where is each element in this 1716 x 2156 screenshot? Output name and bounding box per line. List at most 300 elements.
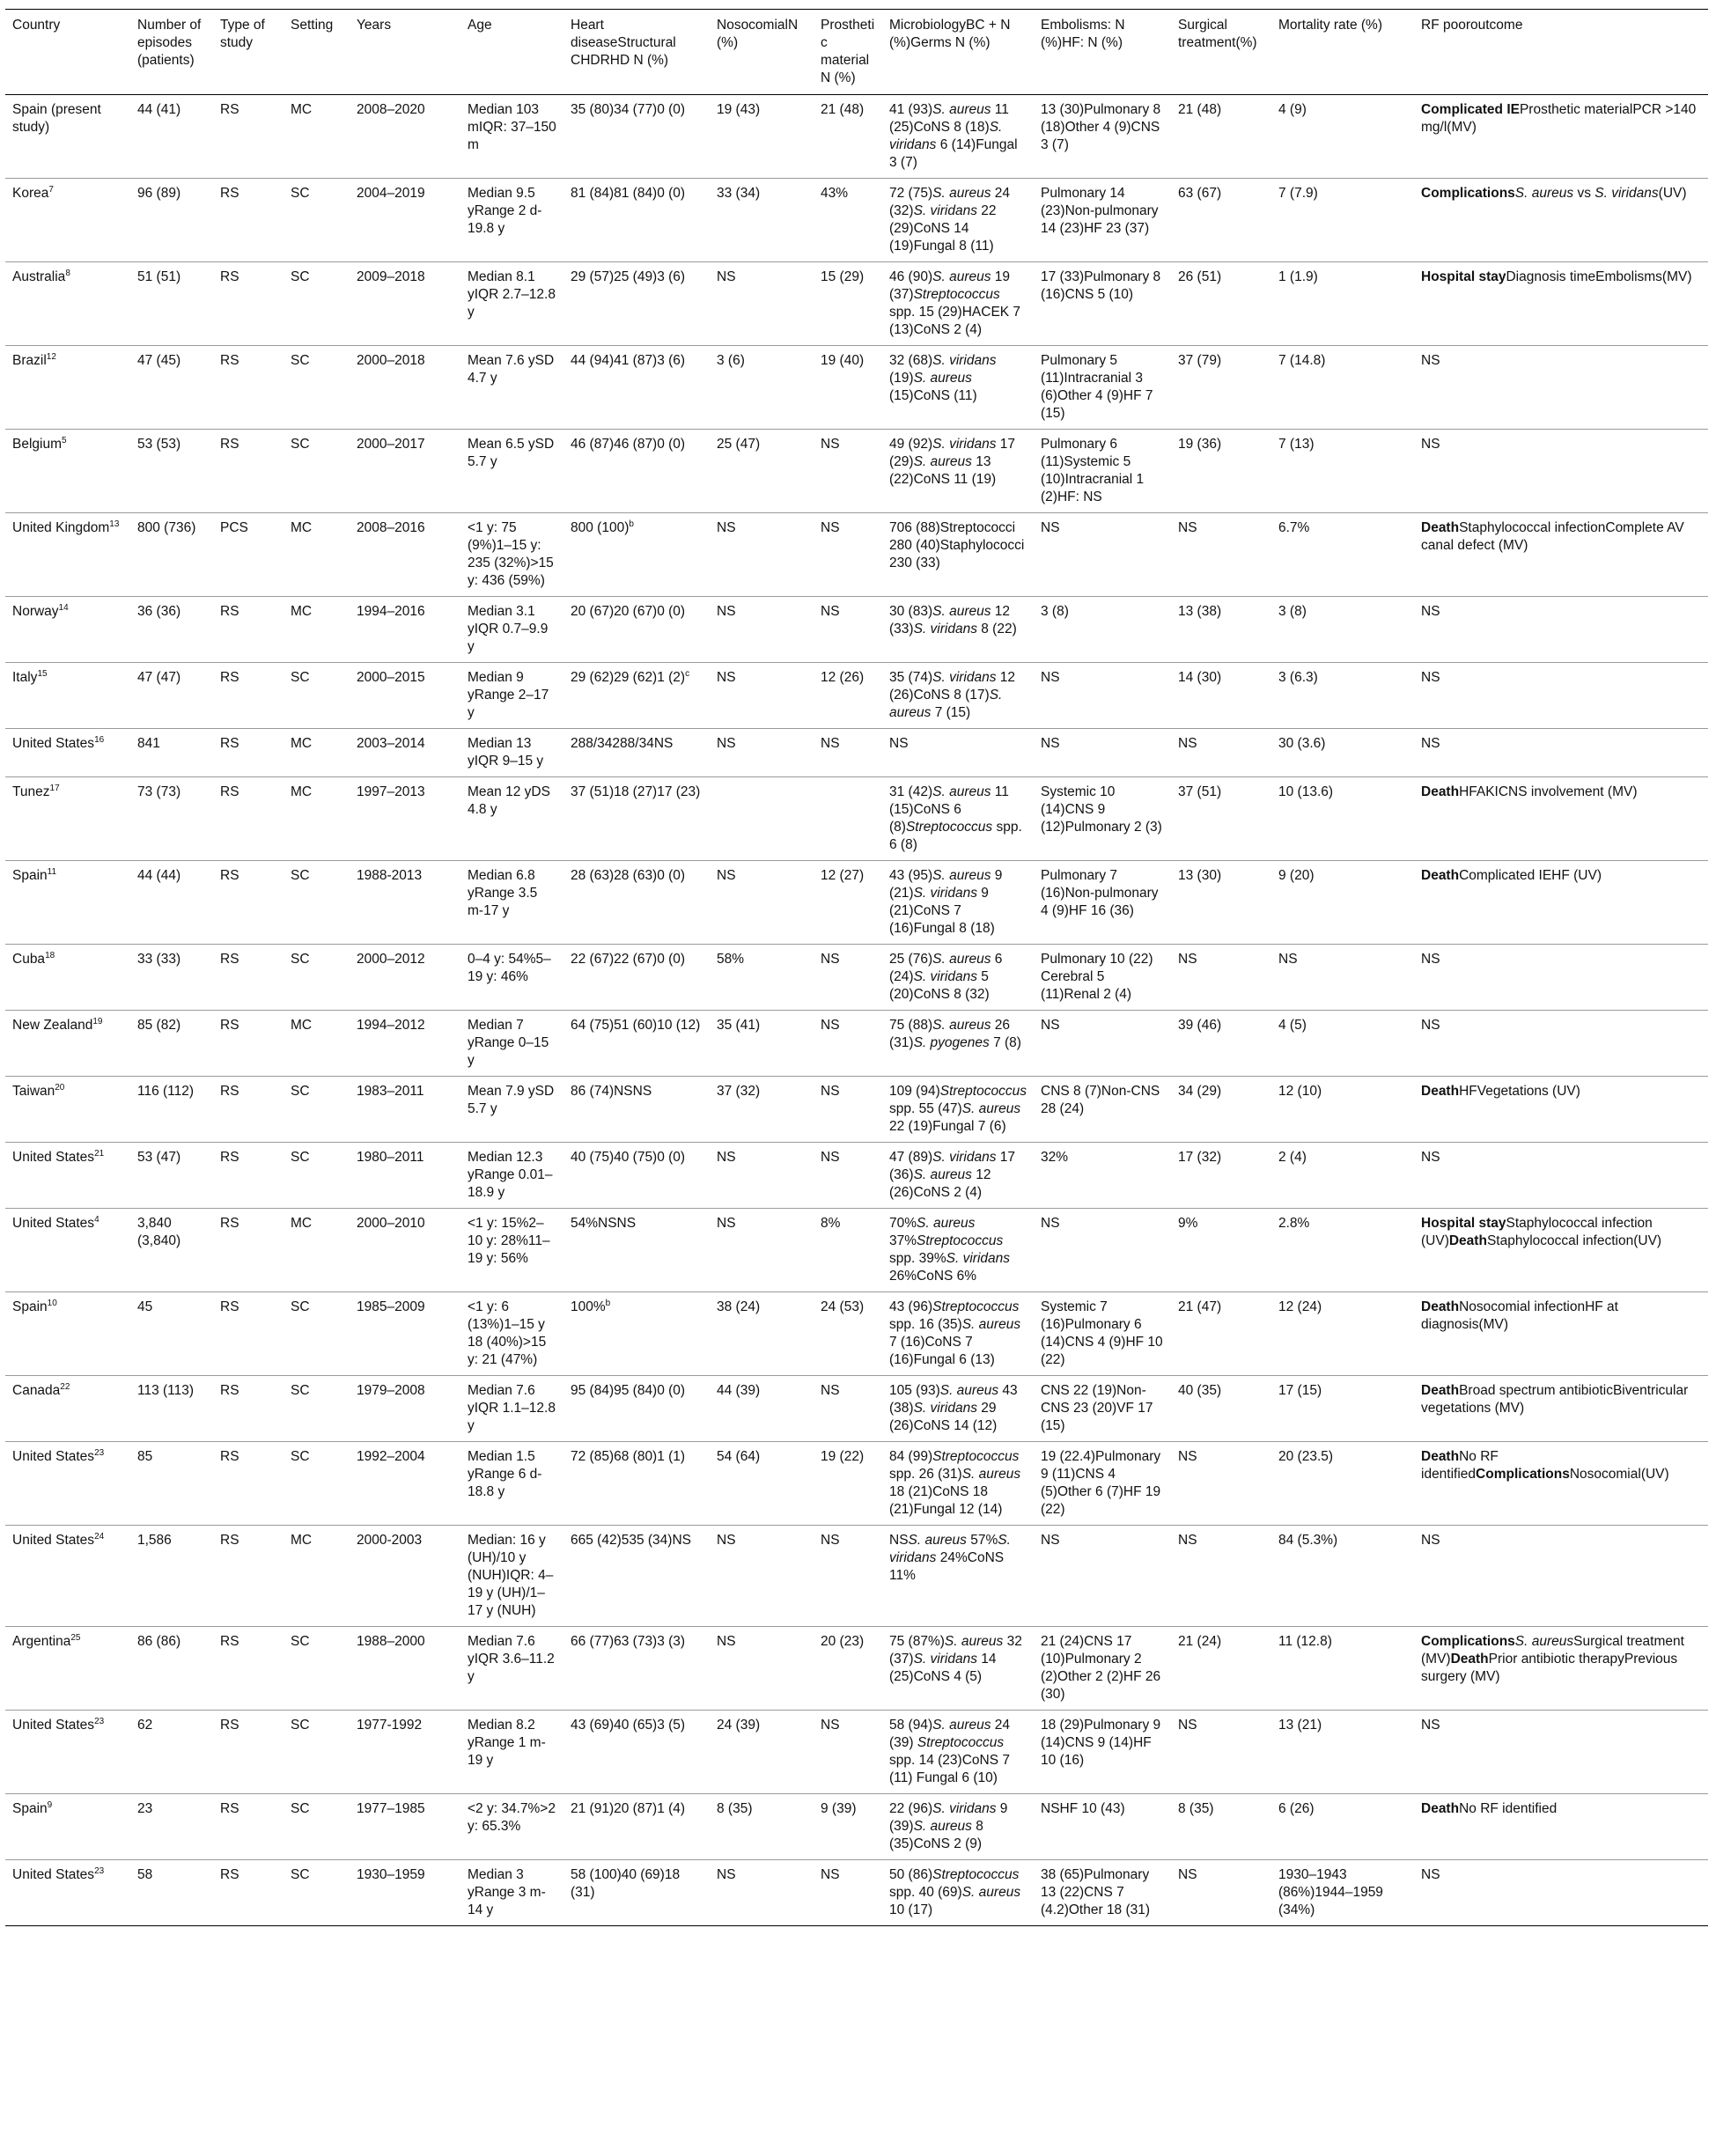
cell-age: Median 9.5 yRange 2 d-19.8 y — [468, 186, 542, 236]
cell-embolisms-hf: CNS 22 (19)Non-CNS 23 (20)VF 17 (15) — [1041, 1383, 1153, 1433]
cell-mortality-rate: 1930–1943 (86%)1944–1959 (34%) — [1278, 1867, 1383, 1917]
cell-episodes: 113 (113) — [137, 1383, 195, 1398]
cell-mortality-rate: 9 (20) — [1278, 868, 1315, 883]
cell-years: 1980–2011 — [357, 1150, 424, 1165]
cell-setting: MC — [291, 604, 313, 619]
cell-mortality-rate: 7 (14.8) — [1278, 353, 1326, 368]
cell-episodes: 51 (51) — [137, 269, 181, 284]
cell-heart-disease: 58 (100)40 (69)18 (31) — [571, 1867, 681, 1900]
column-header-nosocomial: NosocomialN (%) — [717, 18, 799, 50]
cell-age: Mean 7.9 ySD 5.7 y — [468, 1084, 555, 1116]
cell-country: United States$^4$ — [12, 1214, 99, 1231]
cell-surgical-treatment: NS — [1178, 736, 1197, 751]
cell-episodes: 1,586 — [137, 1533, 172, 1548]
cell-heart-disease: 43 (69)40 (65)3 (5) — [571, 1718, 686, 1733]
cell-microbiology: 35 (74)S. viridans 12 (26)CoNS 8 (17)S. aureus 7 (15) — [889, 670, 1016, 720]
cell-heart-disease: 44 (94)41 (87)3 (6) — [571, 353, 686, 368]
cell-study-type: RS — [220, 1216, 239, 1231]
cell-rf-poor-outcome: NS — [1421, 1533, 1440, 1548]
cell-country: Norway$^{14}$ — [12, 602, 69, 619]
table-row — [5, 1526, 1708, 1627]
cell-rf-poor-outcome: DeathNosocomial infectionHF at diagnosis(MV) — [1421, 1299, 1618, 1332]
cell-embolisms-hf: 18 (29)Pulmonary 9 (14)CNS 9 (14)HF 10 (16) — [1041, 1718, 1161, 1768]
cell-study-type: RS — [220, 1533, 239, 1548]
cell-age: Median 6.8 yRange 3.5 m-17 y — [468, 868, 538, 918]
cell-years: 2004–2019 — [357, 186, 425, 201]
table-row — [5, 729, 1708, 777]
cell-episodes: 44 (44) — [137, 868, 181, 883]
cell-episodes: 86 (86) — [137, 1634, 181, 1649]
cell-setting: SC — [291, 1634, 310, 1649]
cell-setting: SC — [291, 1150, 310, 1165]
cell-country: United States$^{16}$ — [12, 734, 105, 751]
cell-heart-disease: 86 (74)NSNS — [571, 1084, 652, 1099]
cell-surgical-treatment: 21 (47) — [1178, 1299, 1222, 1314]
cell-study-type: RS — [220, 1299, 239, 1314]
cell-prosthetic-material: 8% — [821, 1216, 841, 1231]
cell-episodes: 96 (89) — [137, 186, 181, 201]
cell-microbiology: 43 (95)S. aureus 9 (21)S. viridans 9 (21)CoNS 7 (16)Fungal 8 (18) — [889, 868, 1003, 936]
cell-rf-poor-outcome: DeathNo RF identified — [1421, 1801, 1558, 1816]
cell-surgical-treatment: 37 (51) — [1178, 784, 1222, 799]
cell-country: Canada$^{22}$ — [12, 1381, 70, 1398]
table-row — [5, 1442, 1708, 1526]
cell-mortality-rate: 30 (3.6) — [1278, 736, 1326, 751]
cell-age: Median 8.2 yRange 1 m-19 y — [468, 1718, 546, 1768]
cell-heart-disease: 665 (42)535 (34)NS — [571, 1533, 691, 1548]
table-row — [5, 430, 1708, 513]
cell-study-type: RS — [220, 604, 239, 619]
cell-rf-poor-outcome: DeathHFAKICNS involvement (MV) — [1421, 784, 1638, 799]
cell-country: Spain (present study) — [12, 102, 101, 135]
cell-heart-disease: 46 (87)46 (87)0 (0) — [571, 437, 686, 452]
cell-surgical-treatment: NS — [1178, 1533, 1197, 1548]
cell-microbiology: 75 (87%)S. aureus 32 (37)S. viridans 14 (25)CoNS 4 (5) — [889, 1634, 1022, 1684]
cell-microbiology: 22 (96)S. viridans 9 (39)S. aureus 8 (35)CoNS 2 (9) — [889, 1801, 1008, 1851]
table-row — [5, 1292, 1708, 1376]
table-row — [5, 1077, 1708, 1143]
cell-heart-disease: 81 (84)81 (84)0 (0) — [571, 186, 686, 201]
cell-study-type: RS — [220, 1718, 239, 1733]
cell-embolisms-hf: NS — [1041, 670, 1060, 685]
header-row — [5, 10, 1708, 95]
cell-study-type: RS — [220, 952, 239, 967]
cell-study-type: RS — [220, 1084, 239, 1099]
cell-years: 2008–2016 — [357, 520, 425, 535]
cell-nosocomial: 35 (41) — [717, 1018, 761, 1033]
table-row — [5, 1376, 1708, 1442]
cell-years: 1930–1959 — [357, 1867, 425, 1882]
cell-prosthetic-material: NS — [821, 952, 840, 967]
cell-mortality-rate: 1 (1.9) — [1278, 269, 1318, 284]
cell-heart-disease: 72 (85)68 (80)1 (1) — [571, 1449, 686, 1464]
cell-rf-poor-outcome: NS — [1421, 353, 1440, 368]
cell-episodes: 116 (112) — [137, 1084, 195, 1099]
column-header-prosthetic-material: Prosthetic materialN (%) — [821, 18, 875, 85]
cell-country: Spain$^{11}$ — [12, 866, 57, 883]
cell-setting: SC — [291, 437, 310, 452]
table-row — [5, 1143, 1708, 1209]
cell-embolisms-hf: Pulmonary 10 (22) Cerebral 5 (11)Renal 2 (4) — [1041, 952, 1153, 1002]
cell-age: Median 13 yIQR 9–15 y — [468, 736, 544, 769]
cell-study-type: RS — [220, 1150, 239, 1165]
cell-surgical-treatment: 19 (36) — [1178, 437, 1222, 452]
cell-age: Mean 7.6 ySD 4.7 y — [468, 353, 555, 386]
cell-heart-disease: 35 (80)34 (77)0 (0) — [571, 102, 686, 117]
cell-nosocomial: NS — [717, 736, 736, 751]
cell-microbiology: 50 (86)Streptococcus spp. 40 (69)S. aureus 10 (17) — [889, 1867, 1021, 1917]
cell-years: 1997–2013 — [357, 784, 425, 799]
cell-nosocomial: 33 (34) — [717, 186, 761, 201]
cell-study-type: RS — [220, 1867, 239, 1882]
cell-nosocomial: 58% — [717, 952, 745, 967]
cell-mortality-rate: 20 (23.5) — [1278, 1449, 1334, 1464]
cell-years: 2008–2020 — [357, 102, 425, 117]
cell-rf-poor-outcome: DeathNo RF identifiedComplicationsNosocomial(UV) — [1421, 1449, 1669, 1482]
cell-heart-disease: 64 (75)51 (60)10 (12) — [571, 1018, 701, 1033]
cell-rf-poor-outcome: DeathComplicated IEHF (UV) — [1421, 868, 1602, 883]
cell-country: Spain$^9$ — [12, 1799, 53, 1816]
cell-study-type: RS — [220, 269, 239, 284]
cell-prosthetic-material: NS — [821, 1150, 840, 1165]
cell-nosocomial: NS — [717, 1216, 736, 1231]
cell-country: United States$^{23}$ — [12, 1865, 105, 1882]
cell-setting: SC — [291, 1867, 310, 1882]
cell-embolisms-hf: CNS 8 (7)Non-CNS 28 (24) — [1041, 1084, 1160, 1116]
cell-rf-poor-outcome: Complicated IEProsthetic materialPCR >140 mg/l(MV) — [1421, 102, 1697, 135]
cell-nosocomial: NS — [717, 1867, 736, 1882]
cell-years: 2000–2018 — [357, 353, 425, 368]
cell-episodes: 53 (53) — [137, 437, 181, 452]
cell-study-type: RS — [220, 1449, 239, 1464]
cell-surgical-treatment: 37 (79) — [1178, 353, 1222, 368]
cell-nosocomial: 37 (32) — [717, 1084, 761, 1099]
cell-microbiology: 46 (90)S. aureus 19 (37)Streptococcus spp. 15 (29)HACEK 7 (13)CoNS 2 (4) — [889, 269, 1021, 337]
cell-microbiology: 706 (88)Streptococci 280 (40)Staphylococci 230 (33) — [889, 520, 1025, 570]
cell-mortality-rate: 12 (24) — [1278, 1299, 1322, 1314]
cell-mortality-rate: 4 (9) — [1278, 102, 1307, 117]
cell-surgical-treatment: 14 (30) — [1178, 670, 1222, 685]
cell-rf-poor-outcome: DeathHFVegetations (UV) — [1421, 1084, 1580, 1099]
cell-embolisms-hf: NS — [1041, 1216, 1060, 1231]
cell-study-type: RS — [220, 1383, 239, 1398]
cell-country: Korea$^7$ — [12, 184, 54, 201]
cell-mortality-rate: 84 (5.3%) — [1278, 1533, 1338, 1548]
cell-embolisms-hf: NS — [1041, 520, 1060, 535]
data-table — [5, 9, 1708, 1926]
cell-surgical-treatment: NS — [1178, 952, 1197, 967]
cell-microbiology: 105 (93)S. aureus 43 (38)S. viridans 29 (26)CoNS 14 (12) — [889, 1383, 1018, 1433]
cell-nosocomial: 54 (64) — [717, 1449, 761, 1464]
cell-heart-disease: 28 (63)28 (63)0 (0) — [571, 868, 686, 883]
cell-age: <1 y: 6 (13%)1–15 y 18 (40%)>15 y: 21 (47%) — [468, 1299, 547, 1367]
cell-prosthetic-material: 15 (29) — [821, 269, 865, 284]
table-row — [5, 95, 1708, 179]
cell-mortality-rate: 2 (4) — [1278, 1150, 1307, 1165]
cell-years: 2000-2003 — [357, 1533, 423, 1548]
cell-microbiology: NS — [889, 736, 909, 751]
column-header-surgical-treatment: Surgical treatment(%) — [1178, 18, 1257, 50]
table-row — [5, 346, 1708, 430]
cell-nosocomial: 19 (43) — [717, 102, 761, 117]
cell-embolisms-hf: Systemic 7 (16)Pulmonary 6 (14)CNS 4 (9)HF 10 (22) — [1041, 1299, 1163, 1367]
column-header-study-type: Type of study — [220, 18, 265, 50]
cell-rf-poor-outcome: Hospital stayStaphylococcal infection (UV)DeathStaphylococcal infection(UV) — [1421, 1216, 1662, 1248]
cell-prosthetic-material: NS — [821, 736, 840, 751]
cell-embolisms-hf: Pulmonary 5 (11)Intracranial 3 (6)Other 4 (9)HF 7 (15) — [1041, 353, 1153, 421]
cell-age: Median: 16 y (UH)/10 y (NUH)IQR: 4–19 y (UH)/1–17 y (NUH) — [468, 1533, 554, 1618]
cell-microbiology: 84 (99)Streptococcus spp. 26 (31)S. aureus 18 (21)CoNS 18 (21)Fungal 12 (14) — [889, 1449, 1021, 1517]
cell-setting: SC — [291, 868, 310, 883]
cell-setting: SC — [291, 1084, 310, 1099]
cell-years: 1977-1992 — [357, 1718, 423, 1733]
cell-rf-poor-outcome: NS — [1421, 670, 1440, 685]
cell-mortality-rate: 13 (21) — [1278, 1718, 1322, 1733]
cell-country: Argentina$^{25}$ — [12, 1632, 81, 1649]
cell-setting: MC — [291, 1533, 313, 1548]
column-header-years: Years — [357, 18, 392, 33]
cell-microbiology: 58 (94)S. aureus 24 (39) Streptococcus spp. 14 (23)CoNS 7 (11) Fungal 6 (10) — [889, 1718, 1011, 1785]
table-row — [5, 1209, 1708, 1292]
cell-country: Australia$^8$ — [12, 268, 70, 284]
cell-years: 1988–2000 — [357, 1634, 425, 1649]
cell-microbiology: 72 (75)S. aureus 24 (32)S. viridans 22 (29)CoNS 14 (19)Fungal 8 (11) — [889, 186, 1011, 254]
column-header-microbiology: MicrobiologyBC + N (%)Germs N (%) — [889, 18, 1011, 50]
cell-rf-poor-outcome: NS — [1421, 437, 1440, 452]
cell-mortality-rate: 7 (7.9) — [1278, 186, 1318, 201]
cell-setting: MC — [291, 1216, 313, 1231]
cell-age: Median 3.1 yIQR 0.7–9.9 y — [468, 604, 549, 654]
cell-heart-disease: 29 (62)29 (62)1 $(2)^c$ — [571, 668, 690, 685]
cell-microbiology: 70%S. aureus 37%Streptococcus spp. 39%S. viridans 26%CoNS 6% — [889, 1216, 1011, 1284]
cell-age: Median 103 mIQR: 37–150 m — [468, 102, 556, 152]
cell-episodes: 33 (33) — [137, 952, 181, 967]
cell-setting: SC — [291, 1383, 310, 1398]
cell-episodes: 36 (36) — [137, 604, 181, 619]
cell-country: Cuba$^{18}$ — [12, 950, 55, 967]
cell-years: 1977–1985 — [357, 1801, 425, 1816]
table-row — [5, 1860, 1708, 1926]
cell-heart-disease: 95 (84)95 (84)0 (0) — [571, 1383, 686, 1398]
cell-rf-poor-outcome: DeathBroad spectrum antibioticBiventricular vegetations (MV) — [1421, 1383, 1689, 1416]
cell-setting: SC — [291, 1718, 310, 1733]
cell-episodes: 47 (45) — [137, 353, 181, 368]
cell-episodes: 53 (47) — [137, 1150, 181, 1165]
cell-study-type: RS — [220, 1634, 239, 1649]
cell-nosocomial: 25 (47) — [717, 437, 761, 452]
table-row — [5, 179, 1708, 262]
cell-prosthetic-material: 19 (22) — [821, 1449, 865, 1464]
cell-nosocomial: NS — [717, 269, 736, 284]
cell-country: Brazil$^{12}$ — [12, 351, 56, 368]
cell-years: 1992–2004 — [357, 1449, 425, 1464]
cell-mortality-rate: 6 (26) — [1278, 1801, 1315, 1816]
cell-age: Median 1.5 yRange 6 d-18.8 y — [468, 1449, 542, 1499]
cell-mortality-rate: 3 (8) — [1278, 604, 1307, 619]
cell-embolisms-hf: NS — [1041, 1018, 1060, 1033]
cell-embolisms-hf: Pulmonary 14 (23)Non-pulmonary 14 (23)HF 23 (37) — [1041, 186, 1159, 236]
cell-surgical-treatment: 17 (32) — [1178, 1150, 1222, 1165]
cell-rf-poor-outcome: Hospital stayDiagnosis timeEmbolisms(MV) — [1421, 269, 1692, 284]
table-row — [5, 861, 1708, 945]
cell-embolisms-hf: NSHF 10 (43) — [1041, 1801, 1125, 1816]
cell-mortality-rate: 12 (10) — [1278, 1084, 1322, 1099]
cell-nosocomial: 8 (35) — [717, 1801, 753, 1816]
cell-microbiology: 47 (89)S. viridans 17 (36)S. aureus 12 (26)CoNS 2 (4) — [889, 1150, 1016, 1200]
cell-country: Italy$^{15}$ — [12, 668, 48, 685]
cell-setting: SC — [291, 1449, 310, 1464]
cell-prosthetic-material: NS — [821, 1718, 840, 1733]
cell-years: 2000–2017 — [357, 437, 425, 452]
cell-age: Median 7 yRange 0–15 y — [468, 1018, 549, 1068]
cell-microbiology: 41 (93)S. aureus 11 (25)CoNS 8 (18)S. viridans 6 (14)Fungal 3 (7) — [889, 102, 1018, 170]
cell-prosthetic-material: 24 (53) — [821, 1299, 865, 1314]
cell-age: Mean 12 yDS 4.8 y — [468, 784, 550, 817]
cell-country: United States$^{23}$ — [12, 1447, 105, 1464]
cell-age: Median 8.1 yIQR 2.7–12.8 y — [468, 269, 556, 320]
cell-microbiology: 30 (83)S. aureus 12 (33)S. viridans 8 (22) — [889, 604, 1017, 636]
cell-nosocomial: NS — [717, 604, 736, 619]
cell-mortality-rate: 11 (12.8) — [1278, 1634, 1332, 1649]
cell-setting: SC — [291, 186, 310, 201]
cell-surgical-treatment: 63 (67) — [1178, 186, 1222, 201]
cell-heart-disease: 21 (91)20 (87)1 (4) — [571, 1801, 686, 1816]
cell-study-type: RS — [220, 353, 239, 368]
cell-age: <1 y: 75 (9%)1–15 y: 235 (32%)>15 y: 436 (59%) — [468, 520, 554, 588]
cell-nosocomial: NS — [717, 868, 736, 883]
cell-surgical-treatment: 26 (51) — [1178, 269, 1222, 284]
cell-years: 2000–2012 — [357, 952, 425, 967]
cell-prosthetic-material: NS — [821, 1084, 840, 1099]
cell-study-type: RS — [220, 1801, 239, 1816]
cell-prosthetic-material: 12 (26) — [821, 670, 865, 685]
cell-setting: SC — [291, 1801, 310, 1816]
cell-years: 1994–2016 — [357, 604, 425, 619]
cell-years: 2003–2014 — [357, 736, 425, 751]
cell-heart-disease: 800 $(100)^b$ — [571, 519, 634, 535]
column-header-country: Country — [12, 18, 61, 33]
cell-embolisms-hf: 38 (65)Pulmonary 13 (22)CNS 7 (4.2)Other 18 (31) — [1041, 1867, 1151, 1917]
cell-episodes: 45 — [137, 1299, 153, 1314]
cell-surgical-treatment: NS — [1178, 1449, 1197, 1464]
cell-nosocomial: NS — [717, 1533, 736, 1548]
cell-setting: SC — [291, 670, 310, 685]
cell-episodes: 800 (736) — [137, 520, 196, 535]
cell-episodes: 3,840 (3,840) — [137, 1216, 181, 1248]
cell-surgical-treatment: 21 (48) — [1178, 102, 1222, 117]
cell-surgical-treatment: NS — [1178, 1718, 1197, 1733]
cell-nosocomial: NS — [717, 670, 736, 685]
cell-study-type: RS — [220, 437, 239, 452]
cell-mortality-rate: 17 (15) — [1278, 1383, 1322, 1398]
cell-mortality-rate: 10 (13.6) — [1278, 784, 1334, 799]
cell-nosocomial: NS — [717, 1634, 736, 1649]
cell-surgical-treatment: NS — [1178, 1867, 1197, 1882]
cell-setting: MC — [291, 102, 313, 117]
cell-prosthetic-material: NS — [821, 437, 840, 452]
cell-embolisms-hf: Pulmonary 7 (16)Non-pulmonary 4 (9)HF 16 (36) — [1041, 868, 1159, 918]
cell-nosocomial: 24 (39) — [717, 1718, 761, 1733]
cell-heart-disease: 288/34288/34NS — [571, 736, 674, 751]
column-header-age: Age — [468, 18, 492, 33]
cell-years: 2000–2010 — [357, 1216, 425, 1231]
cell-embolisms-hf: 19 (22.4)Pulmonary 9 (11)CNS 4 (5)Other 6 (7)HF 19 (22) — [1041, 1449, 1161, 1517]
cell-microbiology: NSS. aureus 57%S. viridans 24%CoNS 11% — [889, 1533, 1011, 1583]
cell-rf-poor-outcome: NS — [1421, 1018, 1440, 1033]
cell-microbiology: 25 (76)S. aureus 6 (24)S. viridans 5 (20)CoNS 8 (32) — [889, 952, 1003, 1002]
cell-surgical-treatment: NS — [1178, 520, 1197, 535]
cell-mortality-rate: 7 (13) — [1278, 437, 1315, 452]
cell-surgical-treatment: 34 (29) — [1178, 1084, 1222, 1099]
column-header-heart-disease: Heart diseaseStructural CHDRHD N (%) — [571, 18, 676, 68]
cell-embolisms-hf: NS — [1041, 1533, 1060, 1548]
table-row — [5, 945, 1708, 1011]
cell-age: Median 12.3 yRange 0.01–18.9 y — [468, 1150, 553, 1200]
cell-microbiology: 109 (94)Streptococcus spp. 55 (47)S. aureus 22 (19)Fungal 7 (6) — [889, 1084, 1027, 1134]
cell-episodes: 23 — [137, 1801, 153, 1816]
cell-embolisms-hf: Systemic 10 (14)CNS 9 (12)Pulmonary 2 (3) — [1041, 784, 1162, 835]
cell-surgical-treatment: 21 (24) — [1178, 1634, 1222, 1649]
cell-prosthetic-material: 9 (39) — [821, 1801, 857, 1816]
cell-heart-disease: 20 (67)20 (67)0 (0) — [571, 604, 686, 619]
cell-age: <2 y: 34.7%>2 y: 65.3% — [468, 1801, 556, 1834]
cell-prosthetic-material: 12 (27) — [821, 868, 865, 883]
cell-mortality-rate: NS — [1278, 952, 1298, 967]
cell-setting: MC — [291, 784, 313, 799]
table-row — [5, 663, 1708, 729]
cell-rf-poor-outcome: NS — [1421, 736, 1440, 751]
cell-rf-poor-outcome: NS — [1421, 1150, 1440, 1165]
cell-episodes: 841 — [137, 736, 160, 751]
cell-nosocomial: 38 (24) — [717, 1299, 761, 1314]
cell-prosthetic-material: 43% — [821, 186, 849, 201]
cell-setting: SC — [291, 952, 310, 967]
cell-country: Taiwan$^{20}$ — [12, 1082, 65, 1099]
cell-country: New Zealand$^{19}$ — [12, 1016, 103, 1033]
cell-prosthetic-material: NS — [821, 520, 840, 535]
cell-age: Mean 6.5 ySD 5.7 y — [468, 437, 555, 469]
cell-prosthetic-material: NS — [821, 1533, 840, 1548]
cell-prosthetic-material: 21 (48) — [821, 102, 865, 117]
cell-heart-disease: 29 (57)25 (49)3 (6) — [571, 269, 686, 284]
cell-setting: MC — [291, 1018, 313, 1033]
cell-embolisms-hf: 32% — [1041, 1150, 1069, 1165]
cell-prosthetic-material: 19 (40) — [821, 353, 865, 368]
column-header-episodes: Number of episodes (patients) — [137, 18, 202, 68]
cell-nosocomial: NS — [717, 1150, 736, 1165]
cell-embolisms-hf: 3 (8) — [1041, 604, 1069, 619]
cell-years: 1979–2008 — [357, 1383, 425, 1398]
cell-mortality-rate: 4 (5) — [1278, 1018, 1307, 1033]
cell-country: Belgium$^5$ — [12, 435, 67, 452]
cell-embolisms-hf: NS — [1041, 736, 1060, 751]
cell-episodes: 62 — [137, 1718, 153, 1733]
table-row — [5, 513, 1708, 597]
cell-nosocomial: NS — [717, 520, 736, 535]
cell-country: Spain$^{10}$ — [12, 1298, 57, 1314]
cell-episodes: 44 (41) — [137, 102, 181, 117]
cell-years: 1994–2012 — [357, 1018, 425, 1033]
cell-surgical-treatment: 13 (30) — [1178, 868, 1222, 883]
cell-years: 1985–2009 — [357, 1299, 425, 1314]
cell-study-type: RS — [220, 868, 239, 883]
cell-prosthetic-material: NS — [821, 1867, 840, 1882]
cell-microbiology: 32 (68)S. viridans (19)S. aureus (15)CoNS (11) — [889, 353, 997, 403]
cell-mortality-rate: 2.8% — [1278, 1216, 1310, 1231]
cell-episodes: 73 (73) — [137, 784, 181, 799]
cell-surgical-treatment: 13 (38) — [1178, 604, 1222, 619]
cell-rf-poor-outcome: ComplicationsS. aureusSurgical treatment (MV)DeathPrior antibiotic therapyPrevious surgery (MV) — [1421, 1634, 1684, 1684]
